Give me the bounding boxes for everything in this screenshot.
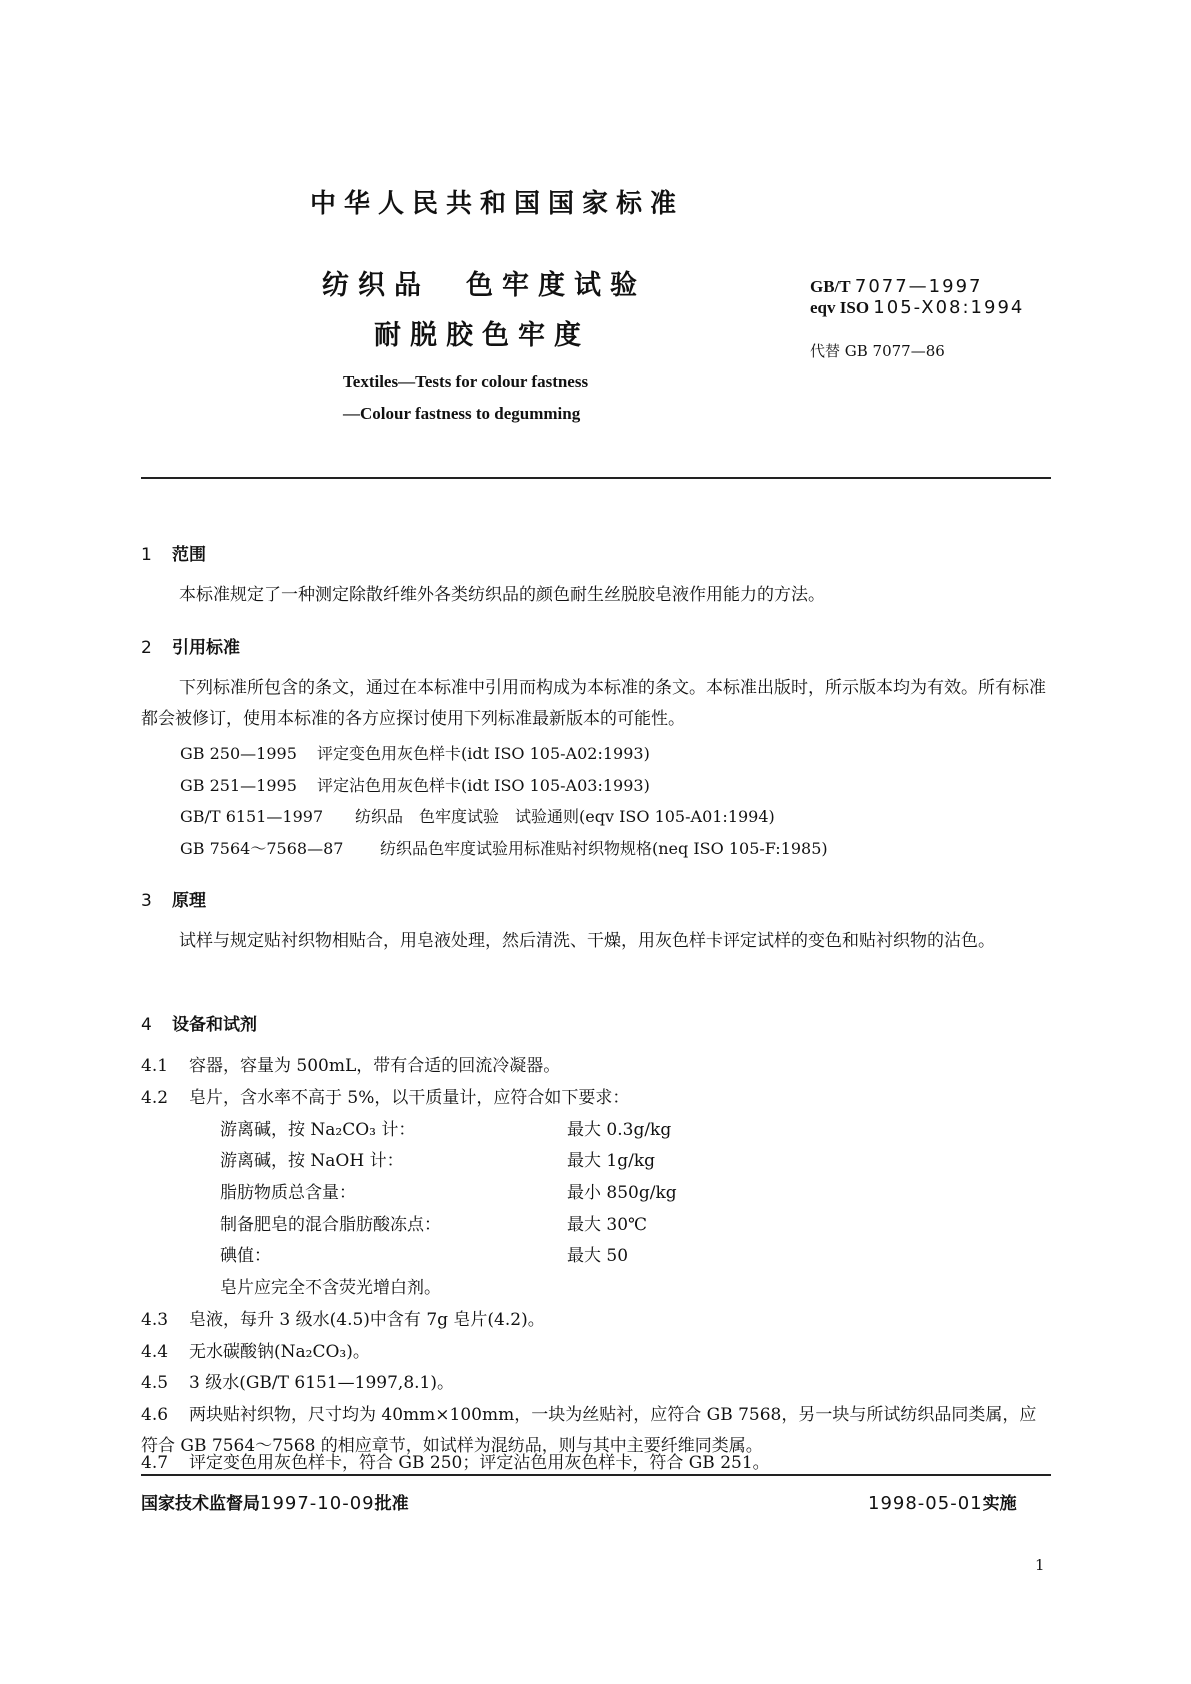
section-3-heading — [141, 886, 206, 911]
approval-org: 国家技术监督局 — [141, 1494, 260, 1514]
header-divider — [141, 477, 1051, 479]
section-title: 原理 — [172, 891, 206, 911]
reference-item — [180, 804, 775, 827]
effective-word: 实施 — [982, 1494, 1017, 1514]
item-4-2 — [141, 1083, 629, 1108]
equivalent-prefix: eqv ISO — [810, 298, 870, 317]
standard-prefix: GB/T — [810, 277, 851, 296]
standard-category: 中华人民共和国国家标准 — [310, 189, 685, 219]
item-number: 4.1 — [141, 1056, 169, 1076]
reference-code: GB 250—1995 — [180, 744, 297, 763]
requirement-label: 脂肪物质总含量： — [220, 1183, 356, 1203]
reference-desc: 纺织品色牢度试验用标准贴衬织物规格(neq ISO 105-F:1985) — [380, 839, 828, 858]
section-title: 引用标准 — [172, 638, 240, 658]
approval-word: 批准 — [374, 1494, 409, 1514]
section-1-heading — [141, 540, 206, 565]
title-cn-line1: 纺织品 色牢度试验 — [322, 270, 646, 301]
item-number: 4.2 — [141, 1088, 169, 1108]
item-text: 皂片，含水率不高于 5%，以干质量计，应符合如下要求： — [189, 1088, 630, 1108]
item-4-3 — [141, 1305, 545, 1330]
approval-line — [141, 1489, 409, 1514]
section-1-text: 本标准规定了一种测定除散纤维外各类纺织品的颜色耐生丝脱胶皂液作用能力的方法。 — [179, 585, 825, 605]
item-4-1 — [141, 1051, 560, 1076]
section-number: 4 — [141, 1015, 152, 1035]
item-text: 容器，容量为 500mL，带有合适的回流冷凝器。 — [189, 1056, 561, 1076]
title-en-line1: Textiles—Tests for colour fastness — [343, 372, 589, 391]
replaces-note: 代替 GB 7077—86 — [810, 342, 945, 360]
item-number: 4.3 — [141, 1310, 169, 1330]
requirement-label: 碘值： — [220, 1246, 271, 1266]
standard-code: 7077—1997 — [854, 276, 983, 297]
section-3-text: 试样与规定贴衬织物相贴合，用皂液处理，然后清洗、干燥，用灰色样卡评定试样的变色和贴衬织物的沾色。 — [179, 931, 995, 951]
item-number: 4.4 — [141, 1342, 169, 1362]
standard-number — [810, 276, 983, 297]
section-number: 2 — [141, 638, 152, 658]
equivalent-code: 105-X08:1994 — [873, 297, 1025, 318]
title-cn-line2: 耐脱胶色牢度 — [374, 320, 590, 351]
item-4-7 — [141, 1448, 770, 1473]
footer-divider — [141, 1474, 1051, 1476]
reference-item — [180, 773, 650, 796]
effective-date: 1998-05-01 — [868, 1493, 983, 1514]
equivalent-standard — [810, 297, 1024, 318]
requirement-value: 最大 30℃ — [567, 1215, 648, 1235]
section-2-text: 下列标准所包含的条文，通过在本标准中引用而构成为本标准的条文。本标准出版时，所示版本均为有效。所有标准都会被修订，使用本标准的各方应探讨使用下列标准最新版本的可能性。 — [141, 678, 1046, 729]
requirement-value: 最大 50 — [567, 1246, 629, 1266]
section-number: 1 — [141, 545, 152, 565]
section-4-heading — [141, 1010, 257, 1035]
reference-item — [180, 836, 828, 859]
section-number: 3 — [141, 891, 152, 911]
reference-code: GB 251—1995 — [180, 776, 297, 795]
requirement-label: 游离碱，按 NaOH 计： — [220, 1151, 404, 1171]
item-4-5 — [141, 1368, 454, 1393]
title-en-line2: —Colour fastness to degumming — [343, 404, 581, 423]
effective-line — [868, 1489, 1017, 1514]
reference-desc: 评定变色用灰色样卡(idt ISO 105-A02:1993) — [317, 744, 650, 763]
section-title: 设备和试剂 — [172, 1015, 257, 1035]
item-number: 4.7 — [141, 1453, 169, 1473]
requirement-value: 最大 1g/kg — [567, 1151, 656, 1171]
page-number: 1 — [1035, 1556, 1045, 1574]
section-title: 范围 — [172, 545, 206, 565]
item-number: 4.5 — [141, 1373, 169, 1393]
item-number: 4.6 — [141, 1405, 169, 1425]
reference-desc: 纺织品 色牢度试验 试验通则(eqv ISO 105-A01:1994) — [355, 807, 775, 826]
item-text: 3 级水(GB/T 6151—1997,8.1)。 — [189, 1373, 454, 1393]
reference-desc: 评定沾色用灰色样卡(idt ISO 105-A03:1993) — [317, 776, 650, 795]
section-2-heading — [141, 633, 240, 658]
item-4-4 — [141, 1337, 370, 1362]
item-text: 无水碳酸钠(Na₂CO₃)。 — [189, 1342, 370, 1362]
item-text: 皂液，每升 3 级水(4.5)中含有 7g 皂片(4.2)。 — [189, 1310, 545, 1330]
approval-date: 1997-10-09 — [260, 1493, 375, 1514]
requirement-value: 最小 850g/kg — [567, 1183, 677, 1203]
requirement-value: 最大 0.3g/kg — [567, 1120, 672, 1140]
item-text: 评定变色用灰色样卡，符合 GB 250；评定沾色用灰色样卡，符合 GB 251。 — [189, 1453, 770, 1473]
reference-code: GB/T 6151—1997 — [180, 807, 324, 826]
soap-note: 皂片应完全不含荧光增白剂。 — [220, 1278, 441, 1298]
reference-code: GB 7564～7568—87 — [180, 839, 344, 858]
reference-item — [180, 741, 650, 764]
requirement-label: 游离碱，按 Na₂CO₃ 计： — [220, 1120, 416, 1140]
item-text: 两块贴衬织物，尺寸均为 40mm×100mm，一块为丝贴衬，应符合 GB 7568，另一块与所试纺织品同类属，应符合 GB 7564～7568 的相应章节，如试样为混纺品，则与其中主要纤维同类属。 — [141, 1405, 1037, 1456]
requirement-label: 制备肥皂的混合脂肪酸冻点： — [220, 1215, 441, 1235]
